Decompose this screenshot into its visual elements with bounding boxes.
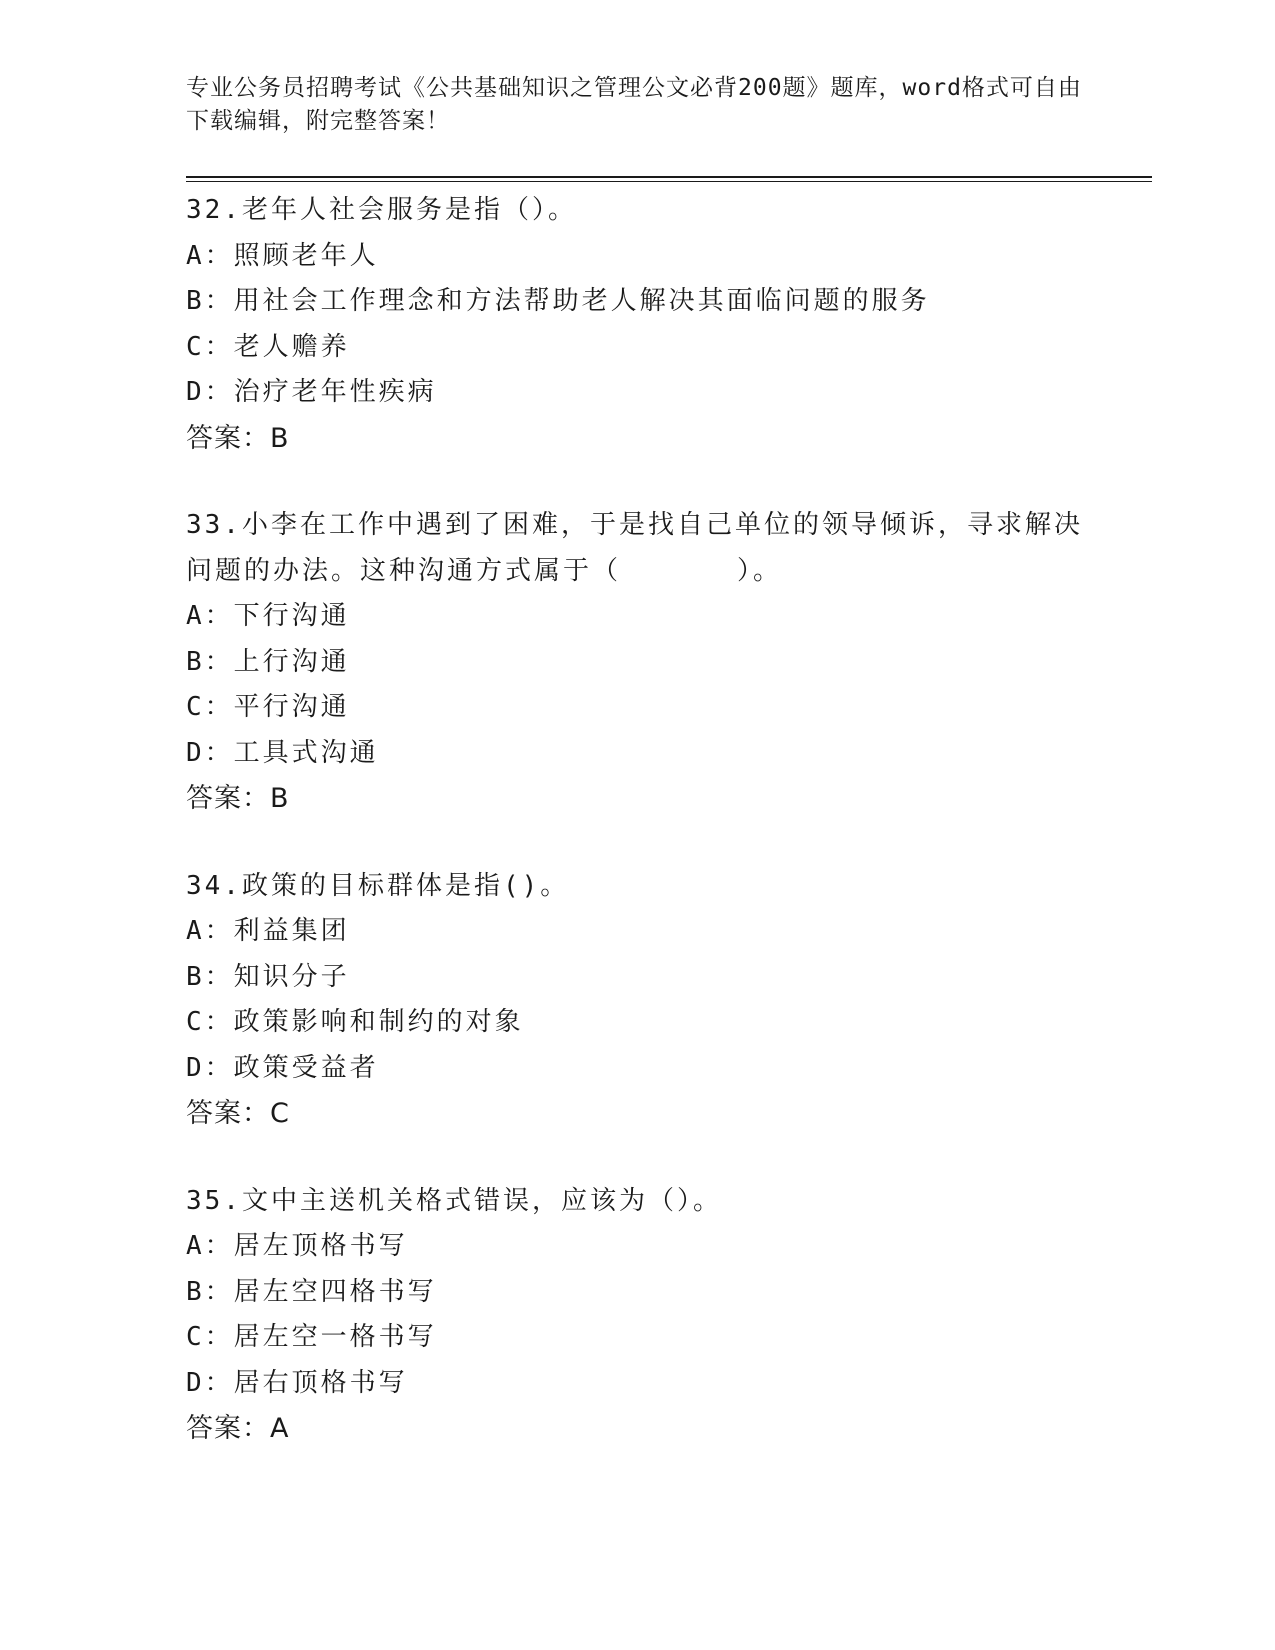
answer-label: 答案：A [186,1413,290,1444]
question-item [186,503,1106,822]
question-list [186,188,1106,1494]
option-d: D：治疗老年性疾病 [186,377,437,407]
option-c: C：老人赡养 [186,331,350,362]
option-a: A：照顾老年人 [186,240,379,271]
option-a: A：下行沟通 [186,601,350,631]
document-header: 专业公务员招聘考试《公共基础知识之管理公文必背200题》题库，word格式可自由下载编辑，附完整答案！ [186,75,1082,134]
answer-label: 答案：B [186,783,290,814]
option-b: B：居左空四格书写 [186,1276,437,1307]
option-d: D：工具式沟通 [186,737,379,768]
question-stem: 35.文中主送机关格式错误，应该为（）。 [186,1185,722,1216]
option-b: B：用社会工作理念和方法帮助老人解决其面临问题的服务 [186,286,930,316]
option-c: C：政策影响和制约的对象 [186,1007,524,1037]
answer-label: 答案：C [186,1098,290,1129]
question-item [186,188,1106,461]
answer-label: 答案：B [186,422,290,454]
option-a: A：利益集团 [186,916,350,946]
option-b: B：上行沟通 [186,646,350,677]
option-d: D：政策受益者 [186,1052,379,1083]
question-item [186,864,1106,1137]
option-d: D：居右顶格书写 [186,1367,408,1398]
header-divider [186,176,1152,178]
option-b: B：知识分子 [186,961,350,992]
question-stem: 33.小李在工作中遇到了困难，于是找自己单位的领导倾诉，寻求解决问题的办法。这种沟通方式属于（ ）。 [186,510,1083,586]
option-a: A：居左顶格书写 [186,1231,408,1261]
question-stem: 34.政策的目标群体是指()。 [186,870,570,901]
question-item [186,1179,1106,1452]
option-c: C：平行沟通 [186,692,350,722]
header-divider-thin [186,181,1152,182]
option-c: C：居左空一格书写 [186,1322,437,1352]
question-stem: 32.老年人社会服务是指（）。 [186,195,577,225]
